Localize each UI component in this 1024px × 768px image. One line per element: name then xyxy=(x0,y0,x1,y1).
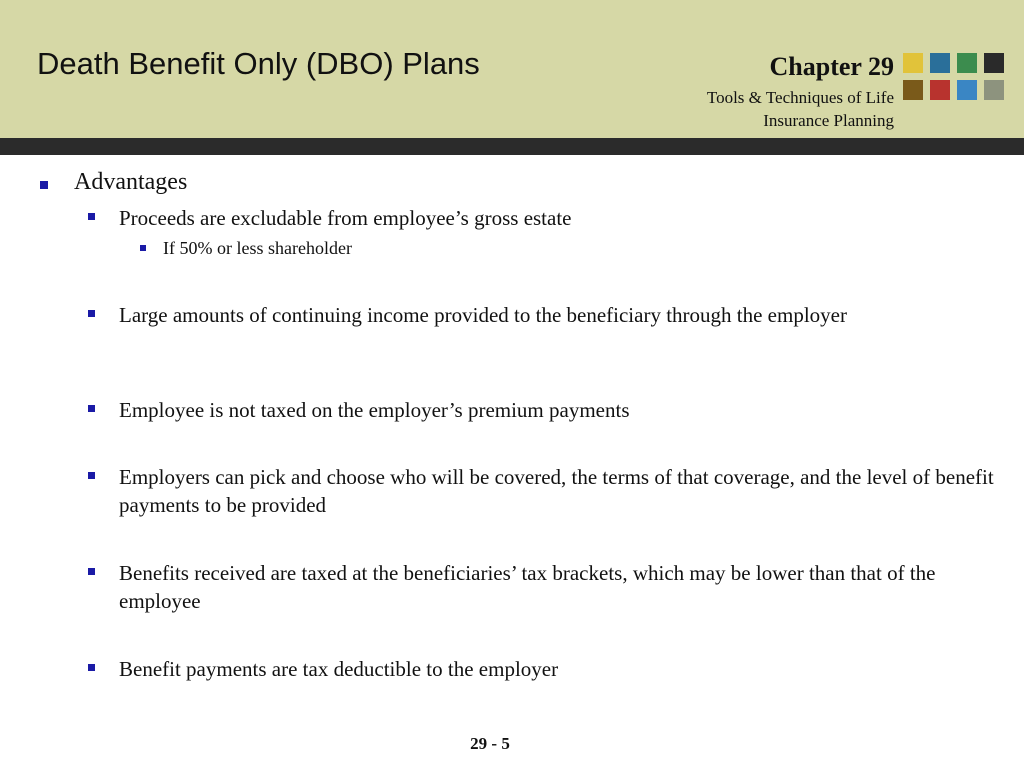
color-swatch xyxy=(930,80,950,100)
bullet-text: If 50% or less shareholder xyxy=(163,238,352,258)
bullet-point-5 xyxy=(119,559,999,615)
bullet-point-4 xyxy=(119,463,999,519)
chapter-subtitle xyxy=(707,86,894,132)
bullet-marker-icon xyxy=(88,664,95,671)
header-divider-bar xyxy=(0,138,1024,155)
bullet-advantages xyxy=(74,169,187,196)
chapter-subtitle-line-2: Insurance Planning xyxy=(763,111,894,130)
bullet-text: Large amounts of continuing income provided to the beneficiary through the employer xyxy=(119,303,847,327)
bullet-marker-icon xyxy=(140,245,146,251)
color-swatch xyxy=(903,53,923,73)
bullet-marker-icon xyxy=(88,405,95,412)
bullet-marker-icon xyxy=(88,568,95,575)
chapter-block xyxy=(707,52,894,132)
bullet-marker-icon xyxy=(88,213,95,220)
bullet-point-3 xyxy=(119,396,999,424)
bullet-marker-icon xyxy=(88,472,95,479)
bullet-text: Proceeds are excludable from employee’s gross estate xyxy=(119,206,572,230)
slide-title: Death Benefit Only (DBO) Plans xyxy=(37,46,480,81)
bullet-text: Benefit payments are tax deductible to the employer xyxy=(119,657,559,681)
bullet-text: Employers can pick and choose who will be covered, the terms of that coverage, and the level of benefit payments to be provided xyxy=(119,465,994,517)
chapter-label: Chapter 29 xyxy=(769,52,894,81)
bullet-text: Benefits received are taxed at the beneficiaries’ tax brackets, which may be lower than that of the employee xyxy=(119,561,936,613)
bullet-point-1-sub xyxy=(163,238,352,259)
bullet-text: Advantages xyxy=(74,169,188,195)
bullet-text: Employee is not taxed on the employer’s premium payments xyxy=(119,398,630,422)
color-swatch xyxy=(957,53,977,73)
bullet-point-2 xyxy=(119,301,999,329)
bullet-marker-icon xyxy=(88,310,95,317)
page-number: 29 - 5 xyxy=(470,734,510,753)
color-swatch xyxy=(957,80,977,100)
color-swatch xyxy=(903,80,923,100)
color-swatch xyxy=(930,53,950,73)
color-swatch xyxy=(984,80,1004,100)
chapter-subtitle-line-1: Tools & Techniques of Life xyxy=(706,88,894,107)
color-swatch xyxy=(984,53,1004,73)
bullet-marker-icon xyxy=(40,181,48,189)
bullet-point-1 xyxy=(119,204,999,232)
bullet-point-6 xyxy=(119,655,999,683)
slide-header xyxy=(0,0,1024,138)
